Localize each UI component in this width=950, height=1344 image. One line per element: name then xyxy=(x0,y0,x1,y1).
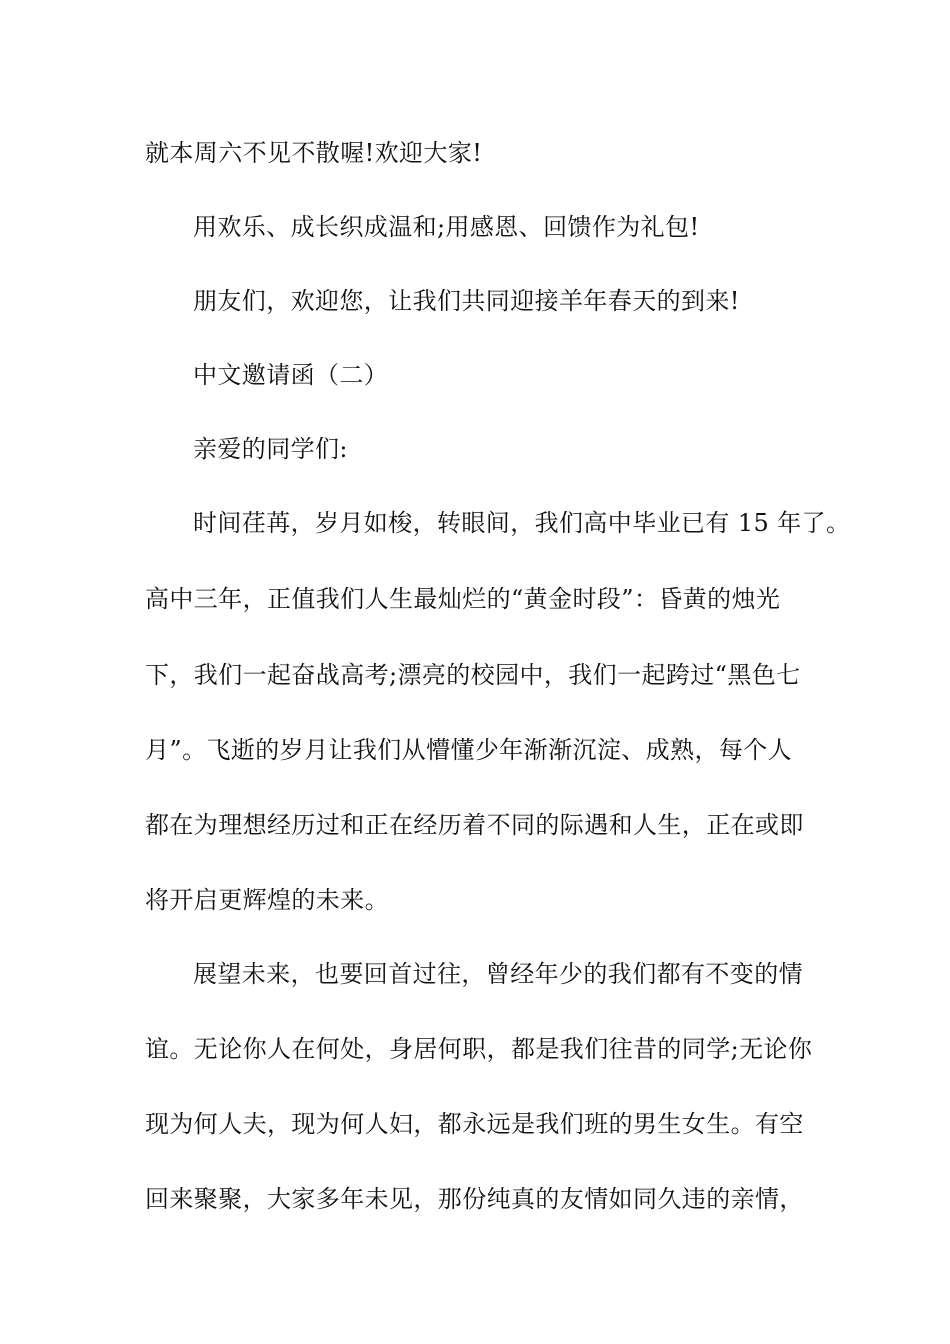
text-line: 高中三年，正值我们人生最灿烂的“黄金时段”：昏黄的烛光 xyxy=(145,585,781,613)
text-line: 朋友们，欢迎您，让我们共同迎接羊年春天的到来! xyxy=(193,287,740,315)
text-line: 下，我们一起奋战高考;漂亮的校园中，我们一起跨过“黑色七 xyxy=(145,661,801,689)
text-line: 月”。飞逝的岁月让我们从懵懂少年渐渐沉淀、成熟，每个人 xyxy=(145,736,793,764)
text-line: 回来聚聚，大家多年未见，那份纯真的友情如同久违的亲情， xyxy=(145,1185,804,1213)
section-heading: 中文邀请函（二） xyxy=(193,361,389,389)
text-line: 现为何人夫，现为何人妇，都永远是我们班的男生女生。有空 xyxy=(145,1110,804,1138)
text-line: 都在为理想经历过和正在经历着不同的际遇和人生，正在或即 xyxy=(145,811,804,839)
text-line: 展望未来，也要回首过往，曾经年少的我们都有不变的情 xyxy=(193,960,803,988)
salutation: 亲爱的同学们: xyxy=(193,435,348,463)
text-line: 将开启更辉煌的未来。 xyxy=(145,886,389,914)
text-line: 就本周六不见不散喔!欢迎大家! xyxy=(145,139,483,167)
text-line: 时间荏苒，岁月如梭，转眼间，我们高中毕业已有 15 年了。 xyxy=(193,509,851,537)
text-line: 用欢乐、成长织成温和;用感恩、回馈作为礼包! xyxy=(193,213,700,241)
text-line: 谊。无论你人在何处，身居何职，都是我们往昔的同学;无论你 xyxy=(145,1035,813,1063)
